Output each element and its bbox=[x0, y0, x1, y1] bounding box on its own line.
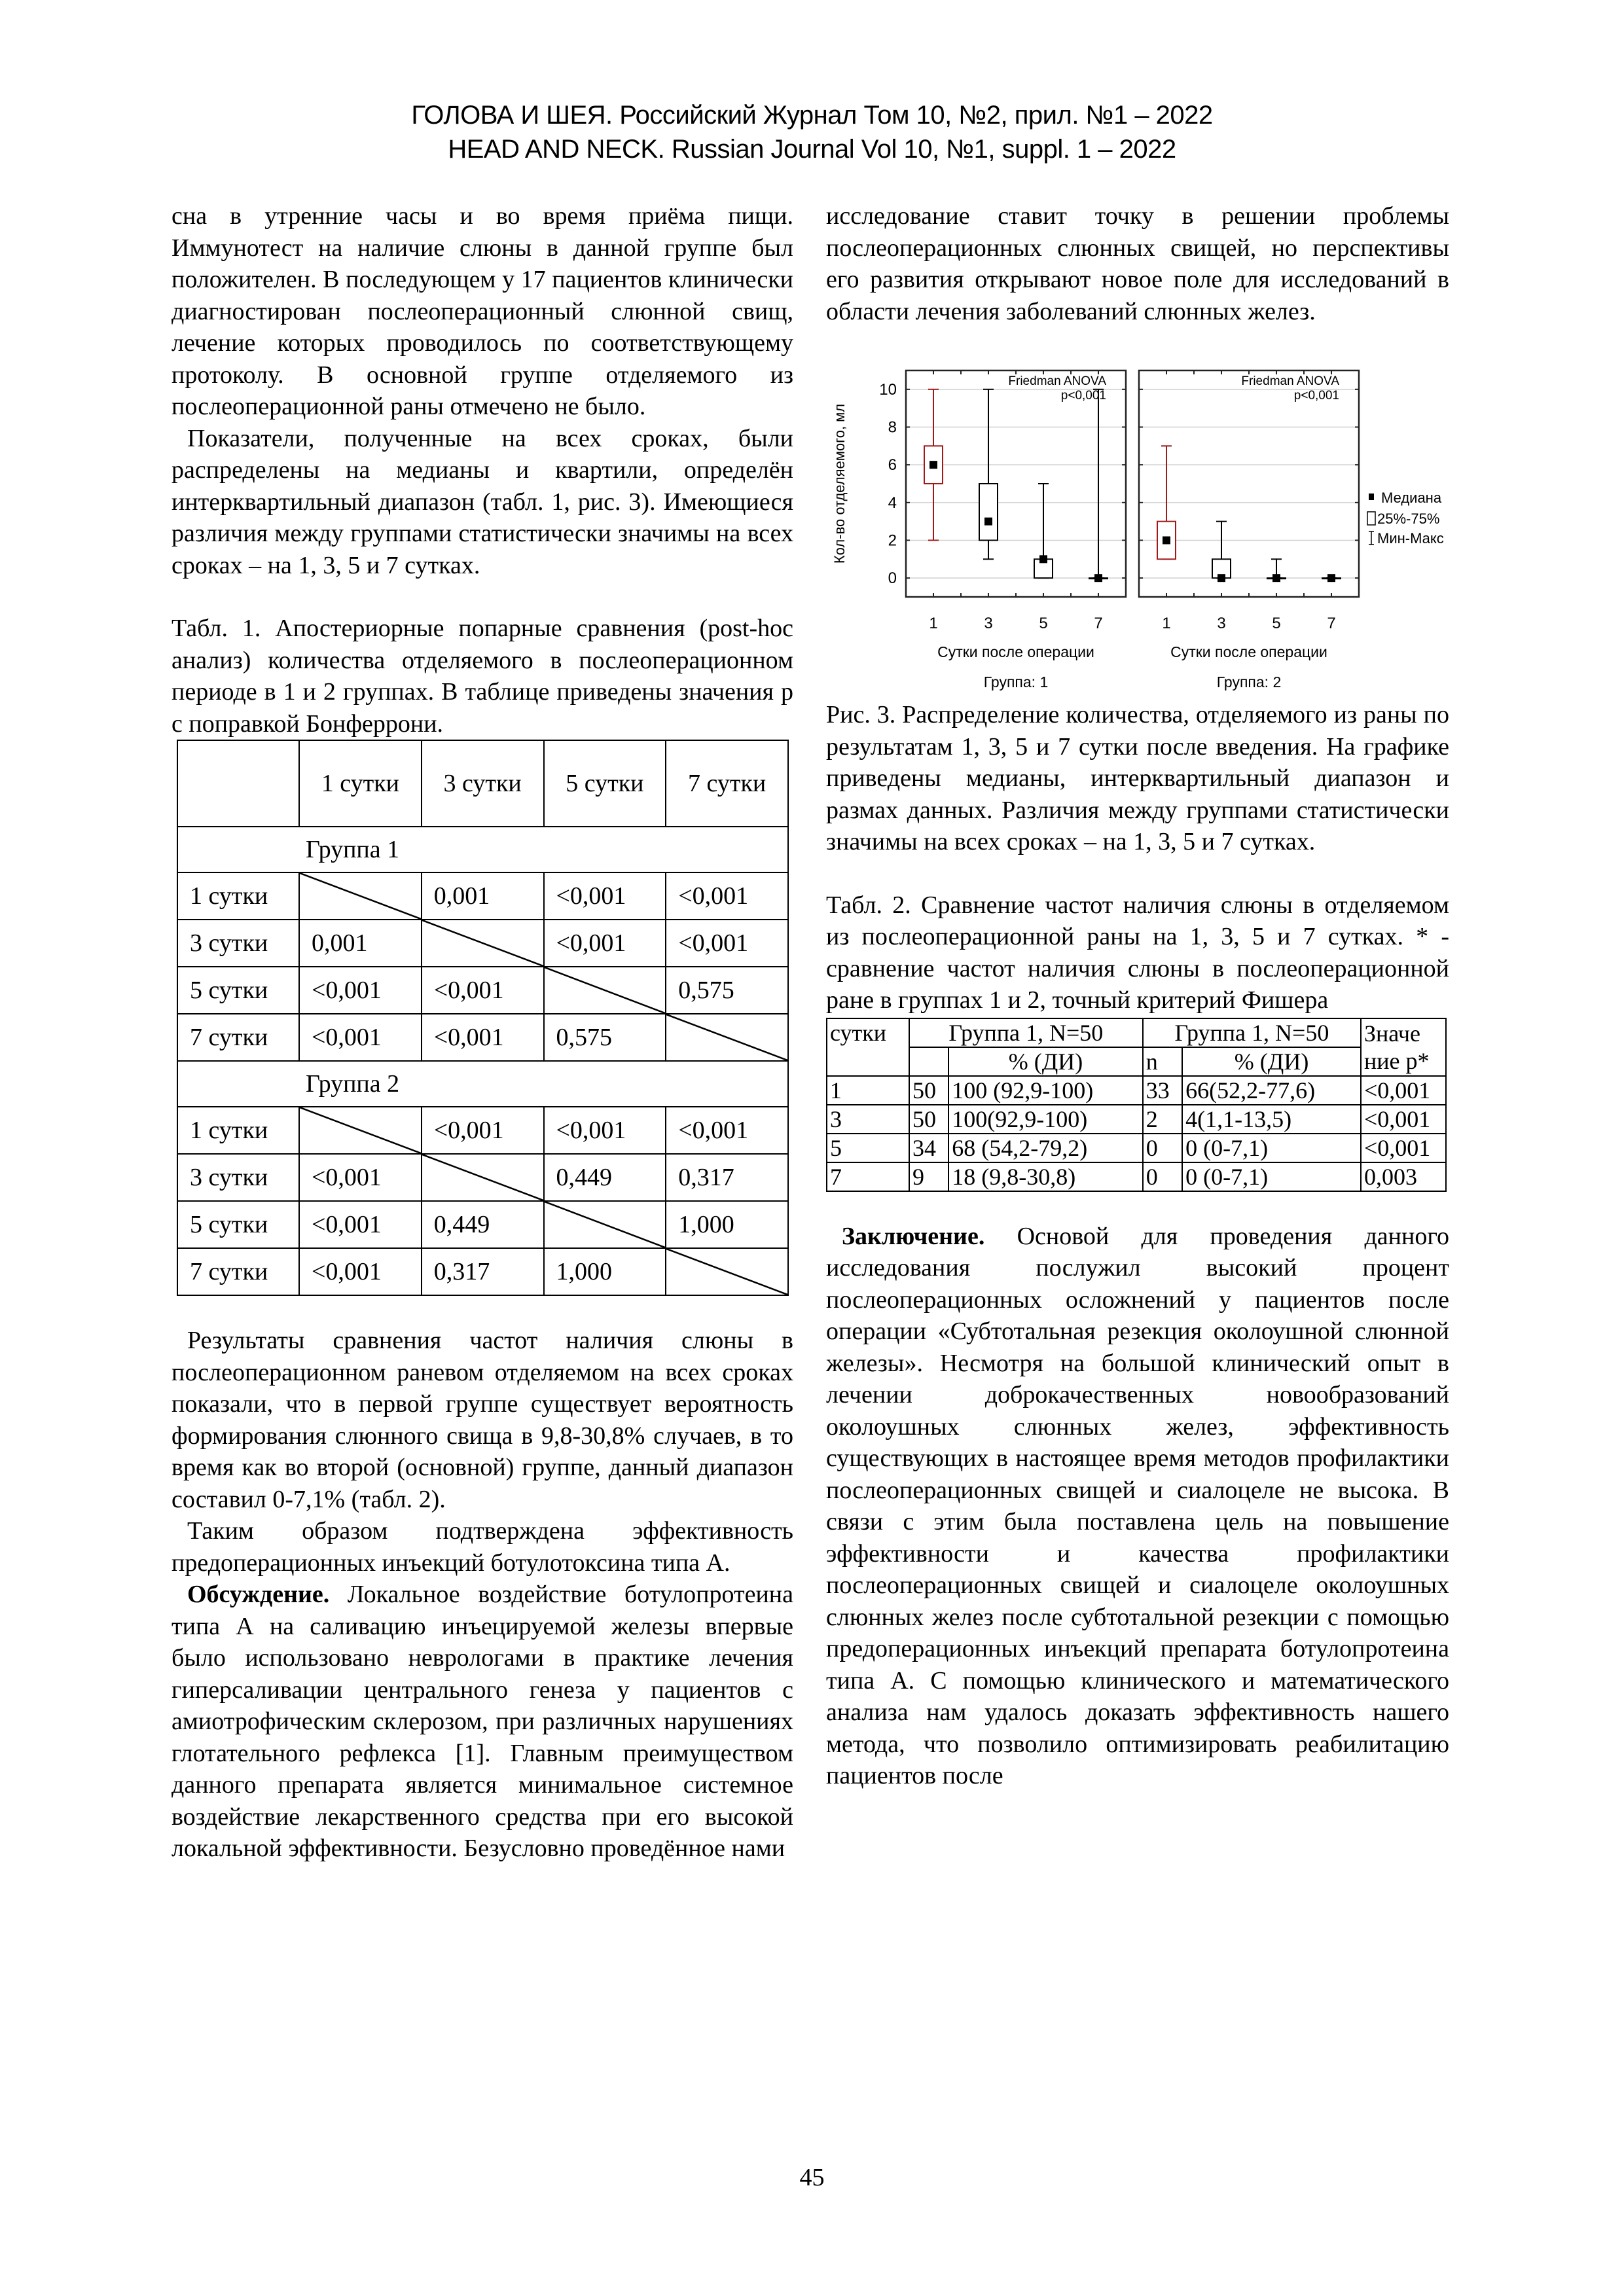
group-label: Группа: 1 bbox=[983, 673, 1049, 691]
table1-header-cell: 7 сутки bbox=[666, 740, 788, 827]
table1-cell: 1,000 bbox=[666, 1201, 788, 1248]
journal-header bbox=[0, 98, 1624, 166]
left-column bbox=[171, 200, 793, 1865]
table1-group-label: Группа 2 bbox=[177, 1061, 788, 1107]
table2-header-cell: Группа 1, N=50 bbox=[1143, 1018, 1361, 1047]
x-tick-label: 7 bbox=[1094, 615, 1103, 632]
y-tick-label: 6 bbox=[888, 456, 897, 475]
table2-cell: 9 bbox=[909, 1162, 948, 1191]
median-marker bbox=[1272, 574, 1280, 582]
table2-row bbox=[827, 1134, 1446, 1162]
figure-3-boxplot bbox=[826, 352, 1449, 692]
table1-cell: 1,000 bbox=[544, 1248, 666, 1295]
table1-cell: 0,575 bbox=[544, 1014, 666, 1061]
table1-caption: Табл. 1. Апостериорные попарные сравнения (post-hoc анализ) количества отделяемого в послеоперационном периоде в 1 и 2 группах. В таблице приведены значения p с поправкой Бонферрони. bbox=[171, 615, 793, 738]
y-tick-label: 4 bbox=[888, 493, 897, 512]
y-tick-label: 8 bbox=[888, 418, 897, 437]
table1-header-cell bbox=[177, 740, 299, 827]
table2-row bbox=[827, 1105, 1446, 1134]
legend-entry: 25%-75% bbox=[1377, 511, 1440, 527]
legend-median-icon bbox=[1369, 493, 1374, 500]
legend-box-icon bbox=[1367, 512, 1375, 525]
legend-entry: Медиана bbox=[1381, 490, 1442, 506]
table2-cell: 50 bbox=[909, 1076, 948, 1105]
table2-subheader-cell: % (ДИ) bbox=[1182, 1047, 1361, 1076]
median-marker bbox=[1094, 574, 1102, 582]
table2-cell: 0 (0-7,1) bbox=[1182, 1134, 1361, 1162]
table1-diagonal-cell bbox=[666, 1014, 788, 1061]
table2-cell: 33 bbox=[1143, 1076, 1182, 1105]
table1-header-cell: 1 сутки bbox=[299, 740, 422, 827]
table2-cell: 0 bbox=[1143, 1134, 1182, 1162]
table2-row bbox=[827, 1162, 1446, 1191]
paragraph: исследование ставит точку в решении проблемы послеоперационных слюнных свищей, но перспективы его развития открывают новое поле для исследований в области лечения заболеваний слюнных желез. bbox=[826, 202, 1449, 325]
iqr-box bbox=[979, 484, 998, 541]
table2-cell: 3 bbox=[827, 1105, 909, 1134]
table2-caption: Табл. 2. Сравнение частот наличия слюны в отделяемом из послеоперационной раны на 1, 3, 5 и 7 сутках. * - сравнение частот наличия слюны в послеоперационной ране в группах 1 и 2, точный критерий Фишера bbox=[826, 891, 1449, 1014]
table2-cell: 68 (54,2-79,2) bbox=[948, 1134, 1142, 1162]
table1-posthoc bbox=[177, 740, 789, 1296]
table2-cell: 34 bbox=[909, 1134, 948, 1162]
table2-cell: 1 bbox=[827, 1076, 909, 1105]
median-marker bbox=[1039, 555, 1047, 563]
table1-cell: 0,001 bbox=[299, 920, 422, 967]
table2-row bbox=[827, 1076, 1446, 1105]
table2-subheader-row bbox=[827, 1047, 1446, 1076]
conclusion-heading: Заключение. bbox=[842, 1222, 985, 1250]
table2-header-row bbox=[827, 1018, 1446, 1047]
conclusion-paragraph bbox=[826, 1221, 1449, 1792]
table1-cell: <0,001 bbox=[422, 1107, 544, 1154]
table1-row-label: 1 сутки bbox=[177, 1107, 299, 1154]
table2-subheader-cell bbox=[909, 1047, 948, 1076]
table1-cell: <0,001 bbox=[666, 1107, 788, 1154]
discussion-paragraph bbox=[171, 1579, 793, 1865]
median-marker bbox=[1218, 574, 1225, 582]
table2-saliva-frequency bbox=[826, 1018, 1447, 1192]
table2-cell: <0,001 bbox=[1361, 1134, 1446, 1162]
table1-row bbox=[177, 1154, 788, 1201]
table2-cell: 18 (9,8-30,8) bbox=[948, 1162, 1142, 1191]
table1-row bbox=[177, 1014, 788, 1061]
table1-cell: 0,001 bbox=[422, 872, 544, 920]
y-tick-label: 10 bbox=[879, 380, 897, 399]
table1-diagonal-cell bbox=[422, 920, 544, 967]
y-tick-label: 0 bbox=[888, 569, 897, 588]
median-marker bbox=[929, 461, 937, 469]
table2-subheader-cell: % (ДИ) bbox=[948, 1047, 1142, 1076]
table2-cell: 0,003 bbox=[1361, 1162, 1446, 1191]
x-tick-label: 1 bbox=[929, 615, 938, 632]
table1-cell: <0,001 bbox=[299, 1201, 422, 1248]
table1-row-label: 1 сутки bbox=[177, 872, 299, 920]
table1-cell: <0,001 bbox=[544, 920, 666, 967]
table1-cell: <0,001 bbox=[544, 1107, 666, 1154]
table1-diagonal-cell bbox=[422, 1154, 544, 1201]
table1-row bbox=[177, 1107, 788, 1154]
discussion-text: Локальное воздействие ботулопротеина типа А на саливацию инъецируемой железы впервые было использовано неврологами в практике лечения гиперсаливации центрального генеза у пациентов с амиотрофическим склерозом, при различных нарушениях глотательного рефлекса [1]. Главным преимуществом данного препарата является минимальное системное воздействие лекарственного средства при его высокой локальной эффективности. Безусловно проведённое нами bbox=[171, 1581, 793, 1862]
table2-cell: <0,001 bbox=[1361, 1076, 1446, 1105]
table1-header-cell: 5 сутки bbox=[544, 740, 666, 827]
table1-group-row bbox=[177, 827, 788, 872]
table2-cell: 7 bbox=[827, 1162, 909, 1191]
figure-caption: Рис. 3. Распределение количества, отделяемого из раны по результатам 1, 3, 5 и 7 сутки после введения. На графике приведены медианы, интерквартильный диапазон и размах данных. Различия между группами статистически значимы на всех сроках – на 1, 3, 5 и 7 сутках. bbox=[826, 701, 1449, 855]
paragraph: Результаты сравнения частот наличия слюны в послеоперационном раневом отделяемом на всех сроках показали, что в первой группе существует вероятность формирования слюнного свища в 9,8-30,8% случаев, в то время как во второй (основной) группе, данный диапазон составил 0-7,1% (табл. 2). bbox=[171, 1327, 793, 1513]
x-tick-label: 5 bbox=[1272, 615, 1281, 632]
paragraph: Таким образом подтверждена эффективность предоперационных инъекций ботулотоксина типа А. bbox=[171, 1517, 793, 1577]
table1-cell: 0,449 bbox=[422, 1201, 544, 1248]
journal-header-en: HEAD AND NECK. Russian Journal Vol 10, №1, suppl. 1 – 2022 bbox=[448, 135, 1176, 164]
y-tick-label: 2 bbox=[888, 531, 897, 550]
table1-cell: <0,001 bbox=[299, 1014, 422, 1061]
table1-cell: <0,001 bbox=[299, 1248, 422, 1295]
x-tick-label: 7 bbox=[1327, 615, 1336, 632]
paragraph: Показатели, полученные на всех сроках, были распределены на медианы и квартили, определён интерквартильный диапазон (табл. 1, рис. 3). Имеющиеся различия между группами статистически значимы на всех сроках – на 1, 3, 5 и 7 сутках. bbox=[171, 424, 793, 579]
x-tick-label: 3 bbox=[1217, 615, 1226, 632]
table1-cell: 0,449 bbox=[544, 1154, 666, 1201]
table2-cell: 0 bbox=[1143, 1162, 1182, 1191]
table2-header-cell: сутки bbox=[827, 1018, 909, 1076]
table1-row bbox=[177, 1201, 788, 1248]
table1-diagonal-cell bbox=[299, 872, 422, 920]
table1-diagonal-cell bbox=[666, 1248, 788, 1295]
median-marker bbox=[984, 518, 992, 526]
right-column bbox=[826, 200, 1449, 1792]
journal-header-ru: ГОЛОВА И ШЕЯ. Российский Журнал Том 10, №2, прил. №1 – 2022 bbox=[411, 101, 1213, 130]
paragraph: сна в утренние часы и во время приёма пищи. Иммунотест на наличие слюны в данной группе был положителен. В последующем у 17 пациентов клинически диагностирован послеоперационный слюнной свищ, лечение которых проводилось по соответствующему протоколу. В основной группе отделяемого из послеоперационной раны отмечено не было. bbox=[171, 202, 793, 420]
anova-annotation: Friedman ANOVA bbox=[1241, 374, 1339, 388]
conclusion-text: Основой для проведения данного исследования послужил высокий процент послеоперационных осложнений у пациентов после операции «Субтотальная резекция околоушной слюнной железы». Несмотря на большой клинический опыт в лечении доброкачественных новообразований околоушных слюнных желез, эффективность существующих в настоящее время методов профилактики послеоперационных свищей и сиалоцеле не высока. В связи с этим была поставлена цель на повышение эффективности и качества профилактики послеоперационных свищей и сиалоцеле околоушных слюнных желез после субтотальной резекции с помощью предоперационных инъекций препарата ботулопротеина типа А. С помощью клинического и математического анализа нам удалось доказать эффективность нашего метода, что позволило оптимизировать реабилитацию пациентов после bbox=[826, 1222, 1449, 1789]
table1-group-row bbox=[177, 1061, 788, 1107]
table1-row-label: 7 сутки bbox=[177, 1248, 299, 1295]
table1-cell: 0,575 bbox=[666, 967, 788, 1014]
x-tick-label: 1 bbox=[1162, 615, 1171, 632]
table1-cell: 0,317 bbox=[666, 1154, 788, 1201]
panel-frame bbox=[1139, 370, 1359, 597]
y-axis-label: Кол-во отделяемого, мл bbox=[831, 403, 848, 564]
table1-cell: 0,317 bbox=[422, 1248, 544, 1295]
table1-row-label: 3 сутки bbox=[177, 1154, 299, 1201]
table1-row-label: 7 сутки bbox=[177, 1014, 299, 1061]
table1-cell: <0,001 bbox=[666, 872, 788, 920]
table1-row bbox=[177, 872, 788, 920]
table2-cell: 66(52,2-77,6) bbox=[1182, 1076, 1361, 1105]
table1-cell: <0,001 bbox=[299, 967, 422, 1014]
table2-header-cell: Значе ние р* bbox=[1361, 1018, 1446, 1076]
table2-cell: 5 bbox=[827, 1134, 909, 1162]
discussion-heading: Обсуждение. bbox=[187, 1581, 330, 1608]
page-number: 45 bbox=[799, 2164, 825, 2191]
x-tick-label: 5 bbox=[1039, 615, 1048, 632]
table2-cell: 4(1,1-13,5) bbox=[1182, 1105, 1361, 1134]
table1-row bbox=[177, 967, 788, 1014]
x-tick-label: 3 bbox=[984, 615, 993, 632]
table2-cell: <0,001 bbox=[1361, 1105, 1446, 1134]
x-axis-label: Сутки после операции bbox=[937, 643, 1094, 660]
table1-header-cell: 3 сутки bbox=[422, 740, 544, 827]
anova-annotation: p<0,001 bbox=[1060, 389, 1106, 403]
table1-row-label: 5 сутки bbox=[177, 967, 299, 1014]
table1-row-label: 3 сутки bbox=[177, 920, 299, 967]
x-axis-label: Сутки после операции bbox=[1170, 643, 1327, 660]
table2-cell: 100 (92,9-100) bbox=[948, 1076, 1142, 1105]
table2-cell: 50 bbox=[909, 1105, 948, 1134]
anova-annotation: Friedman ANOVA bbox=[1008, 374, 1106, 388]
boxplot-chart bbox=[826, 352, 1449, 692]
table1-header-row bbox=[177, 740, 788, 827]
median-marker bbox=[1163, 537, 1170, 545]
table1-cell: <0,001 bbox=[422, 967, 544, 1014]
table1-cell: <0,001 bbox=[422, 1014, 544, 1061]
legend-entry: Мин-Макс bbox=[1377, 530, 1444, 547]
table2-header-cell: Группа 1, N=50 bbox=[909, 1018, 1143, 1047]
table2-cell: 0 (0-7,1) bbox=[1182, 1162, 1361, 1191]
table1-cell: <0,001 bbox=[666, 920, 788, 967]
table1-cell: <0,001 bbox=[544, 872, 666, 920]
median-marker bbox=[1327, 574, 1335, 582]
table1-diagonal-cell bbox=[299, 1107, 422, 1154]
table1-row bbox=[177, 1248, 788, 1295]
table1-diagonal-cell bbox=[544, 1201, 666, 1248]
table1-row bbox=[177, 920, 788, 967]
table2-cell: 2 bbox=[1143, 1105, 1182, 1134]
table2-subheader-cell: n bbox=[1143, 1047, 1182, 1076]
anova-annotation: p<0,001 bbox=[1293, 389, 1339, 403]
group-label: Группа: 2 bbox=[1216, 673, 1282, 691]
table1-diagonal-cell bbox=[544, 967, 666, 1014]
table1-row-label: 5 сутки bbox=[177, 1201, 299, 1248]
table2-cell: 100(92,9-100) bbox=[948, 1105, 1142, 1134]
table1-cell: <0,001 bbox=[299, 1154, 422, 1201]
table1-group-label: Группа 1 bbox=[177, 827, 788, 872]
